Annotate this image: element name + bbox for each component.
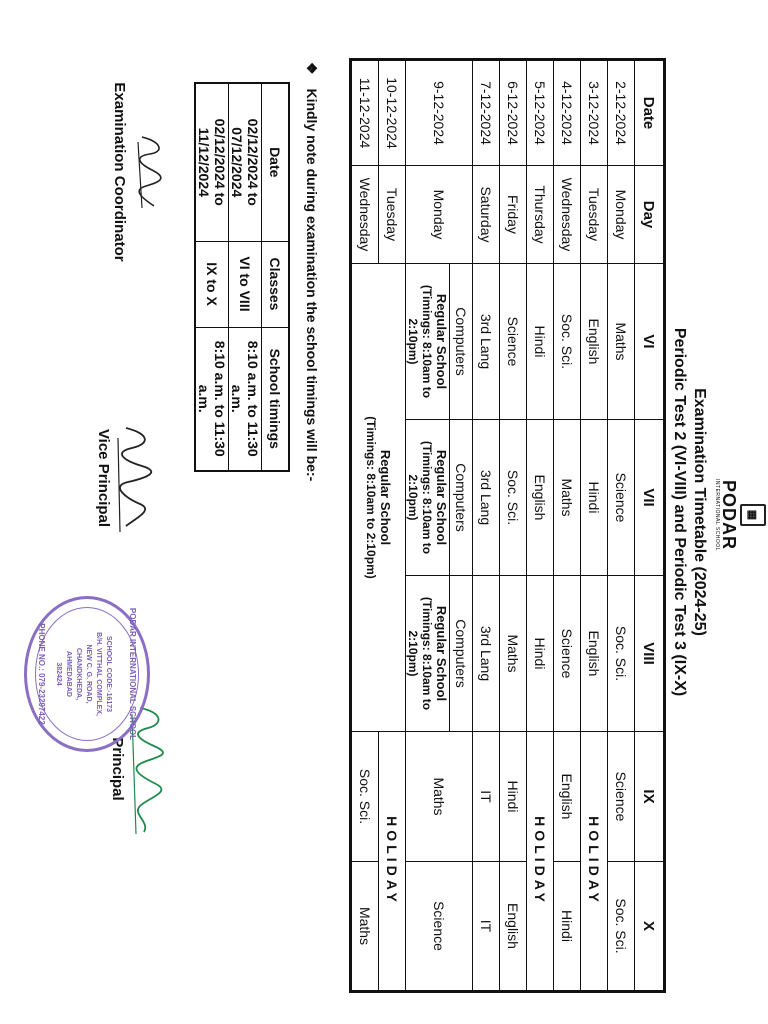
stamp-top-text: PODAR INTERNATIONAL SCHOOL [128, 607, 137, 741]
cell-vi: Hindi [527, 264, 554, 420]
cell-day: Saturday [473, 166, 500, 264]
school-stamp [24, 596, 150, 752]
regular-school-label: Regular School [378, 449, 393, 546]
coordinator-signature-block [111, 82, 172, 262]
timings-cell-time: 8:10 a.m. to 11:30 a.m. [229, 327, 262, 471]
timings-header-date: Date [262, 83, 290, 241]
cell-date: 11-12-2024 [351, 60, 379, 166]
cell-ix: Maths [406, 732, 473, 862]
cell-x: Hindi [554, 862, 581, 992]
cell-ix: Science [608, 732, 635, 862]
cell-vi: Soc. Sci. [554, 264, 581, 420]
stamp-inner-text [53, 627, 113, 721]
cell-vii: 3rd Lang [473, 420, 500, 576]
cell-ix: Soc. Sci. [351, 732, 379, 862]
school-timings-table [194, 82, 290, 472]
school-logo [714, 470, 766, 560]
coordinator-title: Examination Coordinator [111, 82, 128, 262]
logo-brand: PODAR [719, 479, 739, 550]
cell-day: Tuesday [379, 166, 406, 264]
cell-vii: English [527, 420, 554, 576]
cell-vi-regular [406, 264, 473, 420]
timings-header-classes: Classes [262, 241, 290, 327]
stamp-bottom-text: PHONE NO.: 079-23297422 [37, 623, 46, 725]
vice-principal-signature [112, 408, 156, 548]
computers-label: Computers [449, 264, 472, 419]
computers-label: Computers [449, 420, 472, 575]
cell-vi: Science [500, 264, 527, 420]
cell-date: 2-12-2024 [608, 60, 635, 166]
cell-x: IT [473, 862, 500, 992]
table-row [554, 60, 581, 992]
cell-viii: Hindi [527, 576, 554, 732]
coordinator-signature [128, 82, 172, 262]
cell-day: Wednesday [351, 166, 379, 264]
cell-date: 9-12-2024 [406, 60, 473, 166]
table-row [406, 60, 473, 992]
table-row [229, 83, 262, 471]
table-row [581, 60, 608, 992]
page-title: Examination Timetable (2024-25) [691, 388, 708, 636]
cell-viii: Science [554, 576, 581, 732]
note-text: Kindly note during examination the school timings will be:- [304, 88, 320, 482]
col-header-vi: VI [635, 264, 665, 420]
cell-date: 5-12-2024 [527, 60, 554, 166]
cell-viii: English [581, 576, 608, 732]
cell-x: Maths [351, 862, 379, 992]
regular-timing-label: (Timings: 8:10am to 2:10pm) [364, 416, 378, 579]
cell-viii: Maths [500, 576, 527, 732]
timings-cell-classes: IX to X [195, 241, 229, 327]
cell-vi: Maths [608, 264, 635, 420]
timings-cell-date: 02/12/2024 to 07/12/2024 [229, 83, 262, 241]
cell-holiday: HOLIDAY [379, 732, 406, 992]
col-header-viii: VIII [635, 576, 665, 732]
timetable-header-row [635, 60, 665, 992]
cell-day: Wednesday [554, 166, 581, 264]
principal-title: Principal [109, 737, 126, 801]
table-row [379, 60, 406, 992]
cell-date: 7-12-2024 [473, 60, 500, 166]
cell-day: Monday [608, 166, 635, 264]
col-header-date: Date [635, 60, 665, 166]
col-header-x: X [635, 862, 665, 992]
cell-date: 10-12-2024 [379, 60, 406, 166]
cell-ix: Hindi [500, 732, 527, 862]
cell-x: English [500, 862, 527, 992]
stamp-line: AHMEDABAD [65, 651, 72, 697]
cell-viii: 3rd Lang [473, 576, 500, 732]
vice-principal-signature-block [95, 408, 156, 548]
col-header-ix: IX [635, 732, 665, 862]
regular-timing-label: (Timings: 8:10am to 2:10pm) [406, 596, 434, 711]
cell-day: Thursday [527, 166, 554, 264]
table-row [473, 60, 500, 992]
signature-scribble-icon [128, 82, 172, 262]
timings-note [303, 62, 320, 481]
bullet-icon: ❖ [304, 62, 320, 75]
cell-viii: Soc. Sci. [608, 576, 635, 732]
regular-timing-label: (Timings: 8:10am to 2:10pm) [406, 440, 434, 555]
cell-day: Friday [500, 166, 527, 264]
timetable [349, 58, 666, 993]
cell-x: Science [406, 862, 473, 992]
timings-cell-date: 02/12/2024 to 11/12/2024 [195, 83, 229, 241]
cell-viii-regular [406, 576, 473, 732]
cell-vi: English [581, 264, 608, 420]
table-row [527, 60, 554, 992]
stamp-line: NEW C. G. ROAD, [85, 644, 92, 704]
stamp-line: CHANDKHEDA, [75, 647, 82, 701]
regular-school-label: Regular School [434, 449, 449, 546]
timings-header-row [262, 83, 290, 471]
cell-date: 6-12-2024 [500, 60, 527, 166]
cell-x: Soc. Sci. [608, 862, 635, 992]
logo-tagline: INTERNATIONAL SCHOOL [714, 479, 720, 551]
logo-emblem-icon: ▦ [740, 504, 766, 526]
col-header-vii: VII [635, 420, 665, 576]
computers-label: Computers [449, 576, 472, 731]
col-header-day: Day [635, 166, 665, 264]
regular-timing-label: (Timings: 8:10am to 2:10pm) [406, 284, 434, 399]
cell-vi: 3rd Lang [473, 264, 500, 420]
cell-vii: Maths [554, 420, 581, 576]
cell-vii: Science [608, 420, 635, 576]
stamp-line: SCHOOL CODE:-16173 [105, 635, 112, 713]
signature-scribble-icon [112, 408, 156, 548]
cell-vii-regular [406, 420, 473, 576]
page-subtitle: Periodic Test 2 (VI-VIII) and Periodic Test 3 (IX-X) [671, 327, 688, 697]
cell-date: 4-12-2024 [554, 60, 581, 166]
cell-day: Monday [406, 166, 473, 264]
stamp-line: 382424 [55, 662, 62, 686]
table-row [500, 60, 527, 992]
timings-cell-classes: VI to VIII [229, 241, 262, 327]
cell-day: Tuesday [581, 166, 608, 264]
vice-principal-title: Vice Principal [95, 428, 112, 528]
cell-holiday: HOLIDAY [581, 732, 608, 992]
regular-school-label: Regular School [434, 293, 449, 390]
table-row [608, 60, 635, 992]
table-row [195, 83, 229, 471]
cell-holiday: HOLIDAY [527, 732, 554, 992]
timings-cell-time: 8:10 a.m. to 11:30 a.m. [195, 327, 229, 471]
cell-vii: Hindi [581, 420, 608, 576]
cell-vii: Soc. Sci. [500, 420, 527, 576]
timings-header-time: School timings [262, 327, 290, 471]
regular-school-label: Regular School [434, 605, 449, 702]
cell-ix: IT [473, 732, 500, 862]
stamp-line: B/H. VITTHAL COMPLEX, [95, 632, 102, 716]
cell-date: 3-12-2024 [581, 60, 608, 166]
cell-regular-school-span [351, 264, 406, 732]
cell-ix: English [554, 732, 581, 862]
